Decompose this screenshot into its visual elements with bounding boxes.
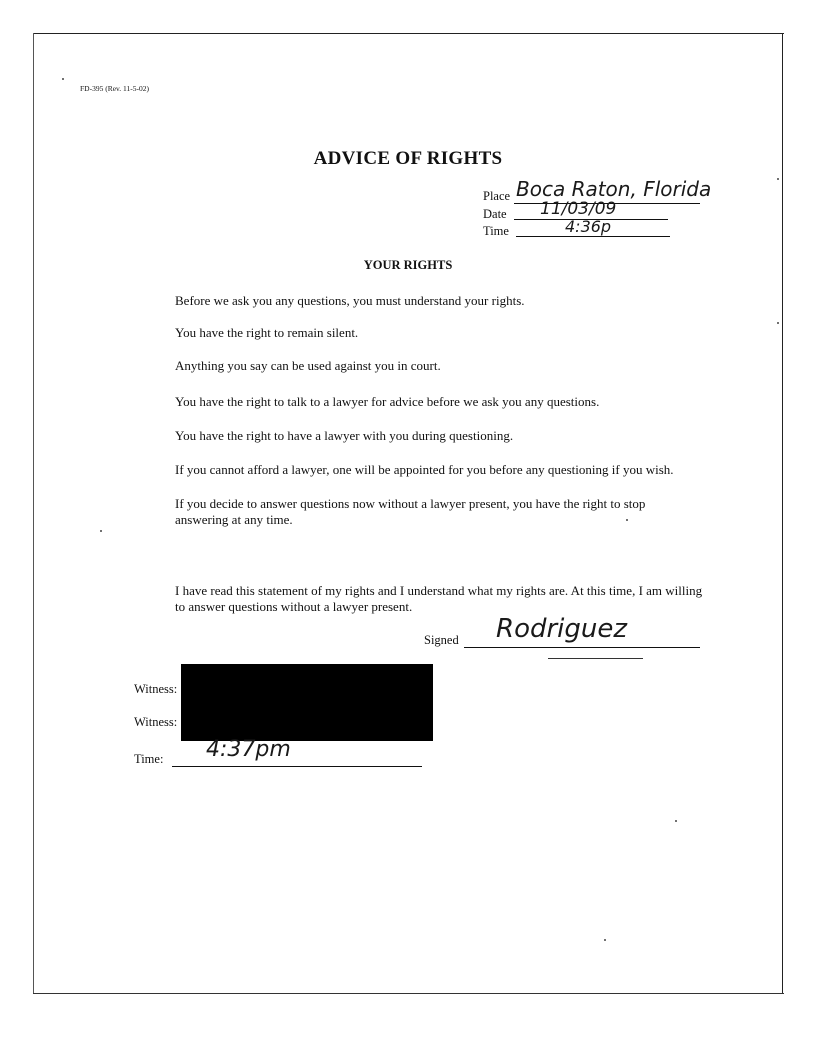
page-border-top (33, 33, 784, 34)
time-value: 4:36p (565, 217, 612, 236)
date-value: 11/03/09 (540, 199, 617, 219)
page-border-bottom (33, 993, 784, 994)
scan-speck (626, 519, 628, 521)
place-value: Boca Raton, Florida (516, 177, 712, 201)
rights-item: If you cannot afford a lawyer, one will be appointed for you before any questioning if you wish. (175, 462, 674, 477)
section-heading: YOUR RIGHTS (363, 258, 453, 272)
page-title: ADVICE OF RIGHTS (313, 148, 503, 169)
time-line (516, 236, 670, 237)
time-witness-label: Time: (134, 752, 164, 766)
scan-speck (604, 939, 606, 941)
rights-item: You have the right to talk to a lawyer for advice before we ask you any questions. (175, 394, 600, 409)
scan-speck (675, 820, 677, 822)
rights-item: Anything you say can be used against you in court. (175, 358, 441, 373)
form-id: FD-395 (Rev. 11-5-02) (80, 84, 150, 93)
signed-label: Signed (424, 633, 459, 647)
page-border-left (33, 33, 34, 993)
rights-item: Before we ask you any questions, you must understand your rights. (175, 293, 525, 308)
signature-underline-stroke (548, 658, 643, 659)
redaction-box (181, 664, 433, 741)
signature-line (464, 647, 700, 648)
witness-time-line (172, 766, 422, 767)
signature: Rodriguez (496, 614, 628, 644)
witness2-label: Witness: (134, 715, 178, 729)
date-label: Date (483, 207, 507, 221)
scan-speck (100, 530, 102, 532)
scan-speck (777, 178, 779, 180)
witness-time-value: 4:37pm (206, 737, 291, 762)
time-label: Time (483, 224, 509, 238)
witness1-label: Witness: (134, 682, 178, 696)
place-label: Place (483, 189, 511, 203)
rights-item: You have the right to remain silent. (175, 325, 359, 340)
scan-speck (62, 78, 64, 80)
rights-item: You have the right to have a lawyer with you during questioning. (175, 428, 514, 443)
page-border-right (782, 33, 783, 993)
scan-speck (777, 322, 779, 324)
rights-item: If you decide to answer questions now without a lawyer present, you have the right to stop answering at any time. (175, 496, 646, 527)
waiver-statement: I have read this statement of my rights and I understand what my rights are. At this time, I am willing to answer questions without a lawyer present. (175, 583, 703, 614)
